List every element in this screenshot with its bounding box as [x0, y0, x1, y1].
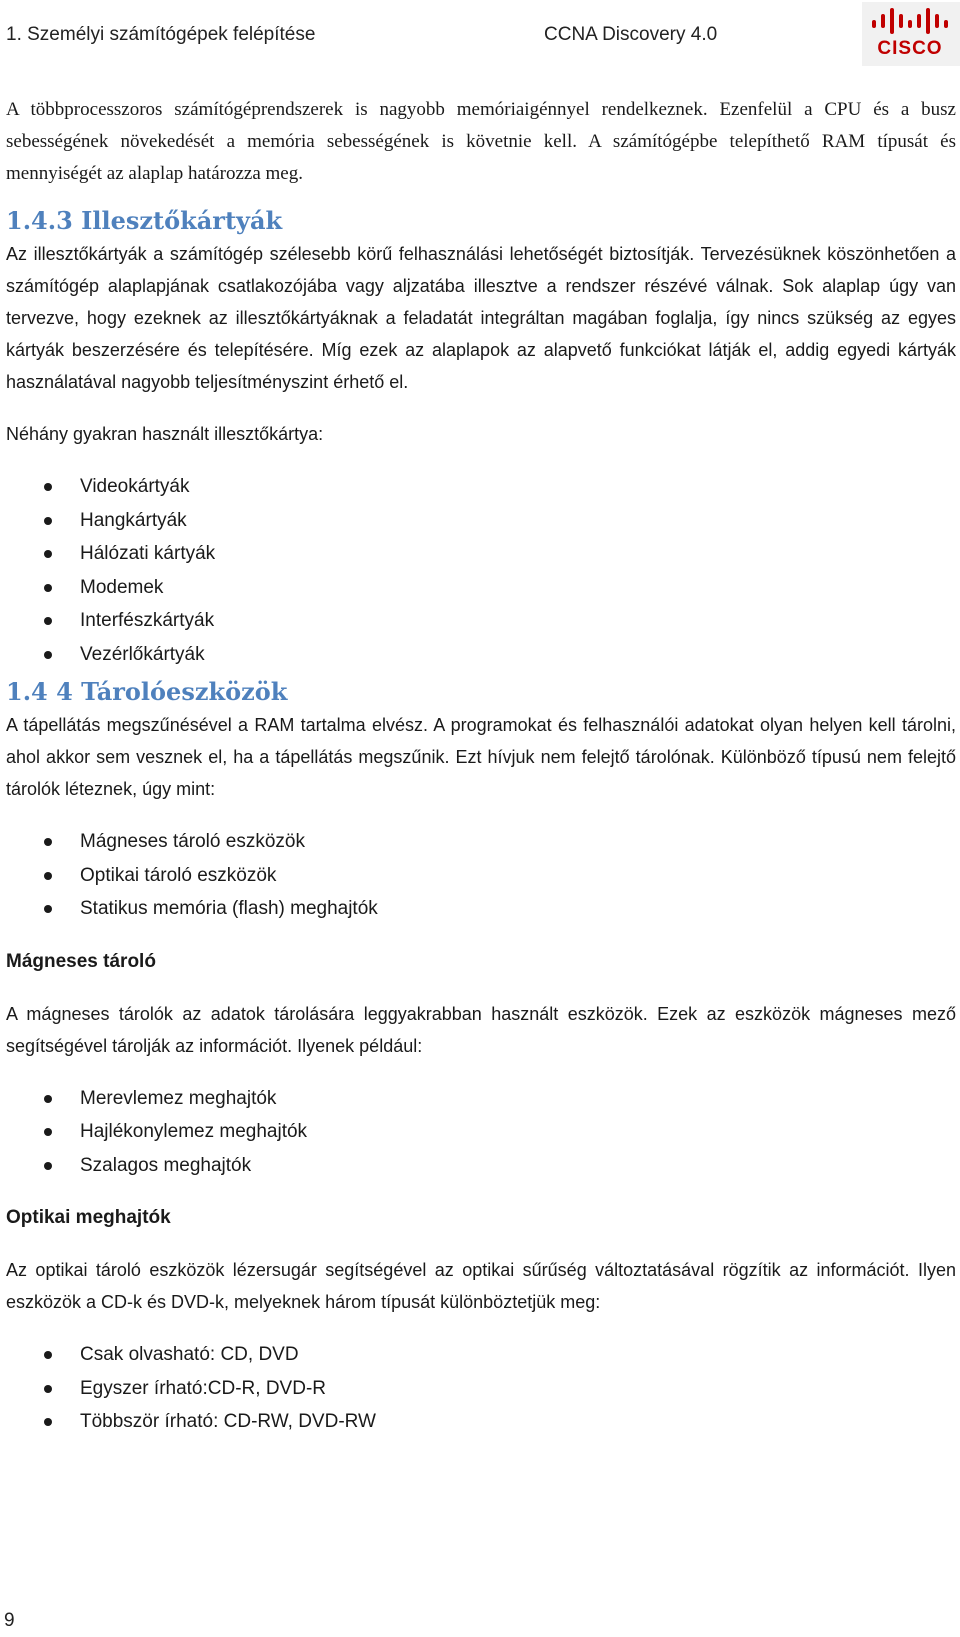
page-header — [6, 0, 960, 70]
intro-paragraph: A többprocesszoros számítógéprendszerek is nagyobb memóriaigénnyel rendelkeznek. Ezenfelül a CPU és a busz sebességének növekedését a memória sebességének is követnie kell. A számítógépbe telepíthető RAM típusát és mennyiségét az alaplap határozza meg. — [6, 99, 956, 184]
bullet-icon — [44, 584, 52, 592]
list-item: Optikai tároló eszközök — [6, 859, 956, 893]
list-item: Szalagos meghajtók — [6, 1149, 956, 1183]
bullet-icon — [44, 617, 52, 625]
bullet-icon — [44, 838, 52, 846]
list-item: Vezérlőkártyák — [6, 638, 956, 672]
list-item: Mágneses tároló eszközök — [6, 825, 956, 859]
cisco-logo-graphic — [862, 2, 960, 66]
tarolo-eszkozok-list — [6, 825, 956, 926]
bullet-icon — [44, 905, 52, 913]
tarolo-eszkozok-paragraph: A tápellátás megszűnésével a RAM tartalma elvész. A programokat és felhasználói adatokat olyan helyen kell tárolni, ahol akkor sem vesznek el, ha a tápellátás megszűnik. Ezt hívjuk nem felejtő tárolónak. Különböző típusú nem felejtő tárolók léteznek, úgy mint: — [6, 715, 956, 799]
list-item: Statikus memória (flash) meghajtók — [6, 892, 956, 926]
magneses-tarolo-heading: Mágneses tároló — [6, 950, 156, 972]
list-item: Többször írható: CD-RW, DVD-RW — [6, 1405, 956, 1439]
illesztokartyak-paragraph: Az illesztőkártyák a számítógép szélesebb körű felhasználási lehetőségét biztosítják. Tervezésüknek köszönhetően a számítógép alaplapjának csatlakozójába vagy aljzatába illesztve a rendszer részévé válnak. Sok alaplap úgy van tervezve, hogy ezeknek az illesztőkártyáknak a feladatát integráltan magában foglalja, így nincs szükség az egyes kártyák beszerzésére és telepítésére. Míg ezek az alaplapok az alapvető funkciókat látják el, addig egyedi kártyák használatával nagyobb teljesítményszint érhető el. — [6, 244, 956, 392]
list-item: Videokártyák — [6, 470, 956, 504]
bullet-icon — [44, 550, 52, 558]
page-content — [6, 94, 956, 1439]
bullet-icon — [44, 651, 52, 659]
bullet-icon — [44, 1095, 52, 1103]
list-item: Interfészkártyák — [6, 604, 956, 638]
list-item: Modemek — [6, 571, 956, 605]
illesztokartyak-list — [6, 470, 956, 671]
bullet-icon — [44, 1418, 52, 1426]
bullet-icon — [44, 483, 52, 491]
section-heading-tarolo-eszkozok: 1.4 4 Tárolóeszközök — [6, 677, 288, 706]
bullet-icon — [44, 1351, 52, 1359]
magneses-tarolo-paragraph: A mágneses tárolók az adatok tárolására leggyakrabban használt eszközök. Ezek az eszközök mágneses mező segítségével tárolják az információt. Ilyenek például: — [6, 1003, 956, 1056]
illesztokartyak-list-intro: Néhány gyakran használt illesztőkártya: — [6, 424, 324, 444]
bullet-icon — [44, 517, 52, 525]
list-item: Merevlemez meghajtók — [6, 1082, 956, 1116]
section-heading-illesztokartyak: 1.4.3 Illesztőkártyák — [6, 206, 283, 235]
optikai-meghajtok-paragraph: Az optikai tároló eszközök lézersugár segítségével az optikai sűrűség változtatásával rögzítik az információt. Ilyen eszközök a CD-k és DVD-k, melyeknek három típusát különböztetjük meg: — [6, 1260, 956, 1312]
bullet-icon — [44, 1385, 52, 1393]
magneses-tarolo-list — [6, 1082, 956, 1183]
list-item: Csak olvasható: CD, DVD — [6, 1338, 956, 1372]
page-number: 9 — [4, 1610, 15, 1631]
list-item: Hangkártyák — [6, 504, 956, 538]
cisco-logo — [862, 2, 960, 66]
bullet-icon — [44, 1128, 52, 1136]
optikai-meghajtok-list — [6, 1338, 956, 1439]
list-item: Hajlékonylemez meghajtók — [6, 1115, 956, 1149]
header-chapter-title: 1. Személyi számítógépek felépítése — [6, 24, 316, 45]
optikai-meghajtok-heading: Optikai meghajtók — [6, 1207, 171, 1228]
header-course-name: CCNA Discovery 4.0 — [544, 24, 718, 45]
bullet-icon — [44, 1162, 52, 1170]
cisco-logo-text: CISCO — [877, 38, 943, 59]
list-item: Hálózati kártyák — [6, 537, 956, 571]
list-item: Egyszer írható:CD-R, DVD-R — [6, 1372, 956, 1406]
bullet-icon — [44, 872, 52, 880]
